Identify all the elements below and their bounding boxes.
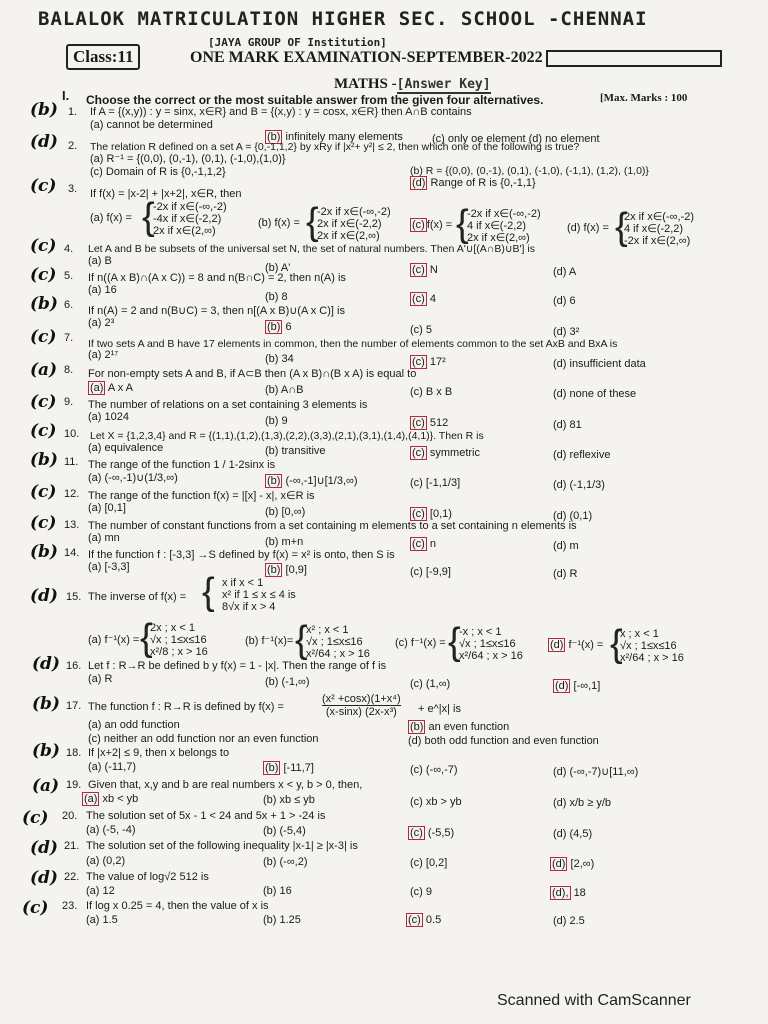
- option: (d) 81: [553, 419, 582, 431]
- option: (a) A x A: [90, 382, 133, 394]
- question-number: 22.: [64, 871, 80, 883]
- option: (a) 1.5: [86, 914, 118, 926]
- option: (d) reflexive: [553, 449, 611, 461]
- option: (b) 9: [265, 415, 288, 427]
- handwritten-answer: (c): [30, 482, 57, 502]
- handwritten-answer: (b): [30, 100, 58, 120]
- question-text: The inverse of f(x) =: [88, 591, 187, 603]
- option: (c) [0,2]: [410, 857, 448, 869]
- option: (b) xb ≤ yb: [263, 794, 315, 806]
- answer-box: (d),: [552, 887, 569, 899]
- option: (d) 2.5: [553, 915, 585, 927]
- handwritten-answer: (b): [32, 694, 60, 714]
- option: (c) only oe element (d) no element: [432, 133, 600, 145]
- question-text: The solution set of the following inequality |x-1| ≥ |x-3| is: [86, 840, 358, 852]
- option: (d) (4,5): [553, 828, 593, 840]
- question-text: The number of constant functions from a set containing m elements to a set containing n elements is: [88, 520, 577, 532]
- handwritten-answer: (c): [30, 265, 57, 285]
- question-number: 15.: [66, 591, 82, 603]
- option: (a) (0,2): [86, 855, 126, 867]
- question-number: 17.: [66, 700, 82, 712]
- answer-box: (c): [412, 447, 425, 459]
- option: (b) [0,9]: [267, 564, 307, 576]
- handwritten-answer: (c): [30, 392, 57, 412]
- question-text: If |x+2| ≤ 9, then x belongs to: [88, 747, 230, 759]
- option: (a) equivalence: [88, 442, 164, 454]
- question-number: 14.: [64, 547, 80, 559]
- answer-box: (d): [552, 858, 566, 870]
- question-number: 9.: [64, 396, 74, 408]
- option: (b) A': [265, 262, 291, 274]
- option: (c) B x B: [410, 386, 453, 398]
- answer-box: (d): [412, 177, 426, 189]
- option: (c) 0.5: [408, 914, 442, 926]
- handwritten-answer: (b): [30, 450, 58, 470]
- question-number: 6.: [64, 299, 74, 311]
- question-number: 5.: [64, 270, 74, 282]
- question-number: 13.: [64, 519, 80, 531]
- option: (c) 512: [412, 417, 449, 429]
- option: (b) (-∞,2): [263, 856, 308, 868]
- handwritten-answer: (b): [32, 741, 60, 761]
- answer-box: (c): [412, 219, 425, 231]
- handwritten-answer: (b): [30, 294, 58, 314]
- question-number: 21.: [64, 840, 80, 852]
- school-name: BALALOK MATRICULATION HIGHER SEC. SCHOOL -CHENNAI: [38, 8, 648, 30]
- option: (a) [-3,3]: [88, 561, 130, 573]
- option: (c) neither an odd function nor an even function: [88, 733, 319, 745]
- option: (c) symmetric: [412, 447, 480, 459]
- option: (b) 34: [265, 353, 294, 365]
- option: (d) [2,∞): [552, 858, 595, 870]
- option: (a) 2¹⁷: [88, 349, 119, 361]
- question-text: If log x 0.25 = 4, then the value of x is: [86, 900, 269, 912]
- answer-box: (b): [267, 131, 281, 143]
- option: (a) 2³: [88, 317, 115, 329]
- question-text: + e^|x| is: [418, 703, 461, 715]
- option: (d), 18: [552, 887, 586, 899]
- answer-box: (d): [550, 639, 564, 651]
- question-text: If n(A) = 2 and n(B∪C) = 3, then n[(A x B)∪(A x C)] is: [88, 305, 345, 317]
- option: (c) xb > yb: [410, 796, 462, 808]
- question-text: Let A and B be subsets of the universal set N, the set of natural numbers. Then A'∪[(A∩B)∪B'] is: [88, 243, 535, 255]
- question-text: If f(x) = |x-2| + |x+2|, x∈R, then: [90, 188, 242, 200]
- handwritten-answer: (c): [22, 808, 49, 828]
- answer-box: (b): [410, 721, 424, 733]
- answer-box: (b): [265, 762, 279, 774]
- question-text: If two sets A and B have 17 elements in common, then the number of elements common to the set AxB and BxA is: [88, 338, 618, 350]
- question-number: 1.: [68, 106, 78, 118]
- option: (d) f(x) =: [567, 222, 609, 234]
- question-number: 2.: [68, 140, 78, 152]
- option: (c) 5: [410, 324, 432, 336]
- option: (b) 8: [265, 291, 288, 303]
- option: (a) (-5, -4): [86, 824, 136, 836]
- handwritten-answer: (d): [30, 586, 58, 606]
- answer-box: (a): [84, 793, 98, 805]
- answer-box: (c): [410, 827, 423, 839]
- piecewise-function: x if x < 1 x² if 1 ≤ x ≤ 4 is 8√x if x > 4: [222, 577, 296, 613]
- question-number: 19.: [66, 779, 82, 791]
- question-text: The range of the function 1 / 1-2sinx is: [88, 459, 276, 471]
- question-number: 23.: [62, 900, 78, 912]
- handwritten-answer: (c): [30, 513, 57, 533]
- question-number: 7.: [64, 332, 74, 344]
- option: (c) (-∞,-7): [410, 764, 458, 776]
- handwritten-answer: (d): [30, 868, 58, 888]
- handwritten-answer: (d): [30, 132, 58, 152]
- option: (c) [-1,1/3]: [410, 477, 461, 489]
- option: (b) [0,∞): [265, 506, 306, 518]
- question-number: 4.: [64, 243, 74, 255]
- answer-box: (c): [412, 293, 425, 305]
- option: (c) [-9,9]: [410, 566, 451, 578]
- option: (c) (-5,5): [410, 827, 455, 839]
- option: (a) 12: [86, 885, 115, 897]
- handwritten-answer: (b): [30, 542, 58, 562]
- option: (b) transitive: [265, 445, 326, 457]
- handwritten-answer: (c): [22, 898, 49, 918]
- question-text: The range of the function f(x) = |[x] - x|, x∈R is: [88, 490, 315, 502]
- option: (b) 1.25: [263, 914, 301, 926]
- handwritten-answer: (a): [32, 776, 60, 796]
- option: (c) f(x) =: [412, 219, 453, 231]
- exam-title: ONE MARK EXAMINATION-SEPTEMBER-2022: [190, 49, 722, 67]
- answer-box: (c): [408, 914, 421, 926]
- subject-title: MATHS -[Answer Key]: [334, 76, 491, 92]
- option: (b) f⁻¹(x)=: [245, 635, 294, 647]
- option: (c) 17²: [412, 356, 446, 368]
- option: (d) 6: [553, 295, 576, 307]
- option: (a) 16: [88, 284, 117, 296]
- option: (b) infinitely many elements: [267, 131, 403, 143]
- handwritten-answer: (a): [30, 360, 58, 380]
- option: (d) none of these: [553, 388, 637, 400]
- piecewise-option-a: 2x ; x < 1 √x ; 1≤x≤16 x²/8 ; x > 16: [150, 622, 208, 658]
- option: (b) (-1,∞): [265, 676, 310, 688]
- option: (d) x/b ≥ y/b: [553, 797, 611, 809]
- question-text: The number of relations on a set containing 3 elements is: [88, 399, 368, 411]
- option: (a) B: [88, 255, 112, 267]
- question-number: 12.: [64, 488, 80, 500]
- handwritten-answer: (c): [30, 176, 57, 196]
- answer-box: (a): [90, 382, 104, 394]
- option: (c) 4: [412, 293, 437, 305]
- option: (a) f(x) =: [90, 212, 132, 224]
- option: (a) f⁻¹(x) =: [88, 634, 140, 646]
- option: (b) (-∞,-1]∪[1/3,∞): [267, 475, 358, 487]
- option: (a) 1024: [88, 411, 129, 423]
- scanner-watermark: Scanned with CamScanner: [497, 992, 691, 1009]
- handwritten-answer: (c): [30, 421, 57, 441]
- question-text: If A = {(x,y)) : y = sinx, x∈R} and B = {(x,y) : y = cosx, x∈R} then A∩B contains: [90, 106, 472, 118]
- option: (c) (1,∞): [410, 678, 451, 690]
- answer-box: (c): [412, 356, 425, 368]
- question-text: The function f : R→R is defined by f(x) =: [88, 701, 284, 713]
- option: (c) [0,1): [412, 508, 452, 520]
- class-label: Class:11: [66, 44, 140, 70]
- answer-box: (b): [267, 475, 281, 487]
- question-text: The relation R defined on a set A = {0,-1,1,2} by xRy if |x²+ y²| ≤ 2, then which one of the following is true?: [90, 141, 580, 153]
- answer-box: (c): [412, 508, 425, 520]
- question-text: If the function f : [-3,3] →S defined by f(x) = x² is onto, then S is: [88, 549, 395, 561]
- question-text: The value of log√2 512 is: [86, 871, 209, 883]
- option: (a) xb < yb: [84, 793, 139, 805]
- question-number: 11.: [64, 456, 79, 468]
- option: (a) [0,1]: [88, 502, 126, 514]
- option: (c) N: [412, 264, 438, 276]
- option: (c) 9: [410, 886, 432, 898]
- piecewise-option-a: -2x if x∈(-∞,-2) -4x if x∈(-2,2) 2x if x∈(2,∞): [153, 201, 227, 237]
- option: (d) R: [553, 568, 578, 580]
- option: (b) [-11,7]: [265, 762, 314, 774]
- option: (a) (-11,7): [88, 761, 137, 773]
- question-number: 16.: [66, 660, 82, 672]
- option: (b) A∩B: [265, 384, 304, 396]
- option: (b) m+n: [265, 536, 304, 548]
- fraction: (x² +cosx)(1+x⁴) (x-sinx) (2x-x³): [322, 693, 401, 718]
- handwritten-answer: (d): [32, 654, 60, 674]
- option: (a) cannot be determined: [90, 119, 213, 131]
- handwritten-answer: (c): [30, 327, 57, 347]
- option: (a) R: [88, 673, 113, 685]
- option: (d) (0,1): [553, 510, 593, 522]
- answer-box: (c): [412, 538, 425, 550]
- piecewise-option-b: x² ; x < 1 √x ; 1≤x≤16 x²/64 ; x > 16: [306, 624, 370, 660]
- option: (b) 6: [267, 321, 292, 333]
- option: (d) Range of R is {0,-1,1}: [412, 177, 536, 189]
- question-text: Let X = {1,2,3,4} and R = {(1,1),(1,2),(1,3),(2,2),(3,3),(2,1),(3,1),(1,4),(4,1)}. Then R is: [90, 430, 484, 442]
- question-text: If n((A x B)∩(A x C)) = 8 and n(B∩C) = 2, then n(A) is: [88, 272, 346, 284]
- option: (d) [-∞,1]: [555, 680, 601, 692]
- answer-box: (d): [555, 680, 569, 692]
- option: (a) R⁻¹ = {(0,0), (0,-1), (0,1), (-1,0),(1,0)}: [90, 153, 286, 165]
- section-instruction: Choose the correct or the most suitable answer from the given four alternatives.: [86, 93, 544, 107]
- option: (a) an odd function: [88, 719, 180, 731]
- option: (d) f⁻¹(x) =: [550, 639, 604, 651]
- handwritten-answer: (d): [30, 838, 58, 858]
- option: (d) both odd function and even function: [408, 735, 599, 747]
- option: (d) 3²: [553, 326, 580, 338]
- option: (b) (-5,4): [263, 825, 306, 837]
- piecewise-option-c: -x ; x < 1 √x ; 1≤x≤16 x²/64 ; x > 16: [459, 626, 523, 662]
- option: (d) (-1,1/3): [553, 479, 605, 491]
- question-number: 10.: [64, 428, 80, 440]
- max-marks: [Max. Marks : 100: [600, 92, 688, 104]
- option: (c) f⁻¹(x) =: [395, 637, 446, 649]
- question-number: 20.: [62, 810, 78, 822]
- question-text: For non-empty sets A and B, if A⊂B then (A x B)∩(B x A) is equal to: [88, 368, 417, 380]
- group-name: [JAYA GROUP OF Institution]: [208, 36, 387, 49]
- question-number: 3.: [68, 183, 78, 195]
- option: (b) R = {(0,0), (0,-1), (0,1), (-1,0), (-1,1), (1,2), (1,0)}: [410, 165, 649, 177]
- question-number: 8.: [64, 364, 74, 376]
- question-number: 18.: [66, 747, 82, 759]
- option: (d) A: [553, 266, 577, 278]
- handwritten-answer: (c): [30, 236, 57, 256]
- section-number: I.: [62, 88, 70, 103]
- option: (b) f(x) =: [258, 217, 300, 229]
- option: (b) an even function: [410, 721, 510, 733]
- option: (a) (-∞,-1)∪(1/3,∞): [88, 472, 178, 484]
- piecewise-option-b: -2x if x∈(-∞,-2) 2x if x∈(-2,2) 2x if x∈(2,∞): [317, 206, 391, 242]
- answer-box: (c): [412, 417, 425, 429]
- option: (c) n: [412, 538, 437, 550]
- question-text: Let f : R→R be defined b y f(x) = 1 - |x|. Then the range of f is: [88, 660, 387, 672]
- piecewise-option-d: x ; x < 1 √x ; 1≤x≤16 x²/64 ; x > 16: [620, 628, 684, 664]
- option: (d) insufficient data: [553, 358, 646, 370]
- option: (d) m: [553, 540, 579, 552]
- exam-page: BALALOK MATRICULATION HIGHER SEC. SCHOOL -CHENNAI [JAYA GROUP OF Institution] Class:11 ONE MARK EXAMINATION-SEPTEMBER-2022 MATHS -[Answer Key] [Max. Marks : 100 I. Choose the correct or the most suitable answer from the given four alternatives. (b) 1. If A = {(x,y)) : y = sinx, x∈R} and B = {(x,y) : y = cosx, x∈R} then A∩B contains (a) cannot be determined (b) infinitely many elements (c) only oe element (d) no element (d) 2. The relation R defined on a set A = {0,-1,1,2} by xRy if |x²+ y²| ≤ 2, then which one of the following is true? (a) R⁻¹ = {(0,0), (0,-1), (0,1), (-1,0),(1,0)} (b) R = {(0,0), (0,-1), (0,1), (-1,0), (-1,1), (1,2), (1,0)} (c) Domain of R is {0,-1,1,2} (d) Range of R is {0,-1,1} (c) 3. If f(x) = |x-2| + |x+2|, x∈R, then (a) f(x) = { -2x if x∈(-∞,-2) -4x if x∈(-2,2) 2x if x∈(2,∞) (b) f(x) = { -2x if x∈(-∞,-2) 2x if x∈(-2,2) 2x if x∈(2,∞) (c) f(x) = { -2x if x∈(-∞,-2) 4 if x∈(-2,2) 2x if x∈(2,∞) (d) f(x) = { 2x if x∈(-∞,-2) 4 if x∈(-2,2) -2x if x∈(2,∞) (c) 4. Let A and B be subsets of the universal set N, the set of natural numbers. Then A'∪[(A∩B)∪B'] is (a) B (b) A' (c) N (d) A (c) 5. If n((A x B)∩(A x C)) = 8 and n(B∩C) = 2, then n(A) is (a) 16 (b) 8 (c) 4 (d) 6 (b) 6. If n(A) = 2 and n(B∪C) = 3, then n[(A x B)∪(A x C)] is (a) 2³ (b) 6 (c) 5 (d) 3² (c) 7. If two sets A and B have 17 elements in common, then the number of elements common to the set AxB and BxA is (a) 2¹⁷ (b) 34 (c) 17² (d) insufficient data (a) 8. For non-empty sets A and B, if A⊂B then (A x B)∩(B x A) is equal to (a) A x A (b) A∩B (c) B x B (d) none of these (c) 9. The number of relations on a set containing 3 elements is (a) 1024 (b) 9 (c) 512 (d) 81 (c) 10. Let X = {1,2,3,4} and R = {(1,1),(1,2),(1,3),(2,2),(3,3),(2,1),(3,1),(1,4),(4,1)}. Then R is (a) equivalence (b) transitive (c) symmetric (d) reflexive (b) 11. The range of the function 1 / 1-2sinx is (a) (-∞,-1)∪(1/3,∞) (b) (-∞,-1]∪[1/3,∞) (c) [-1,1/3] (d) (-1,1/3) (c) 12. The range of the function f(x) = |[x] - x|, x∈R is (a) [0,1] (b) [0,∞) (c) [0,1) (d) (0,1) (c) 13. The number of constant functions from a set containing m elements to a set containing n elements is (a) mn (b) m+n (c) n (d) m (b) 14. If the function f : [-3,3] →S defined by f(x) = x² is onto, then S is (a) [-3,3] (b) [0,9] (c) [-9,9] (d) R (d) 15. The inverse of f(x) = { x if x < 1 x² if 1 ≤ x ≤ 4 is 8√x if x > 4 (a) f⁻¹(x) = { 2x ; x < 1 √x ; 1≤x≤16 x²/8 ; x > 16 (b) f⁻¹(x)= { x² ; x < 1 √x ; 1≤x≤16 x²/64 ; x > 16 (c) f⁻¹(x) = { -x ; x < 1 √x ; 1≤x≤16 x²/64 ; x > 16 (d) f⁻¹(x) = { x ; x < 1 √x ; 1≤x≤16 x²/64 ; x > 16 (d) 16. Let f : R→R be defined b y f(x) = 1 - |x|. Then the range of f is (a) R (b) (-1,∞) (c) (1,∞) (d) [-∞,1] (b) 17. The function f : R→R is defined by f(x) = (x² +cosx)(1+x⁴) (x-sinx) (2x-x³) + e^|x| is (a) an odd function (b) an even function (c) neither an odd function nor an even function (d) both odd function and even function (b) 18. If |x+2| ≤ 9, then x belongs to (a) (-11,7) (b) [-11,7] (c) (-∞,-7) (d) (-∞,-7)∪[11,∞) (a) 19. Given that, x,y and b are real numbers x < y, b > 0, then, (a) xb < yb (b) xb ≤ yb (c) xb > yb (d) x/b ≥ y/b (c) 20. The solution set of 5x - 1 < 24 and 5x + 1 > -24 is (a) (-5, -4) (b) (-5,4) (c) (-5,5) (d) (4,5) (d) 21. The solution set of the following inequality |x-1| ≥ |x-3| is (a) (0,2) (b) (-∞,2) (c) [0,2] (d) [2,∞) (d) 22. The value of log√2 512 is (a) 12 (b) 16 (c) 9 (d), 18 (c) 23. If log x 0.25 = 4, then the value of x is (a) 1.5 (b) 1.25 (c) 0.5 (d) 2.5 Scanned with CamScanner: [0, 0, 768, 1024]
- answer-key-label: [Answer Key]: [396, 77, 491, 92]
- piecewise-option-c: -2x if x∈(-∞,-2) 4 if x∈(-2,2) 2x if x∈(2,∞): [467, 208, 541, 244]
- answer-box: (b): [267, 321, 281, 333]
- option: (c) Domain of R is {0,-1,1,2}: [90, 166, 226, 178]
- piecewise-option-d: 2x if x∈(-∞,-2) 4 if x∈(-2,2) -2x if x∈(2,∞): [624, 211, 694, 247]
- option: (a) mn: [88, 532, 120, 544]
- answer-box: (c): [412, 264, 425, 276]
- question-text: The solution set of 5x - 1 < 24 and 5x + 1 > -24 is: [86, 810, 326, 822]
- answer-box: (b): [267, 564, 281, 576]
- option: (d) (-∞,-7)∪[11,∞): [553, 766, 639, 778]
- question-text: Given that, x,y and b are real numbers x < y, b > 0, then,: [88, 779, 363, 791]
- option: (b) 16: [263, 885, 292, 897]
